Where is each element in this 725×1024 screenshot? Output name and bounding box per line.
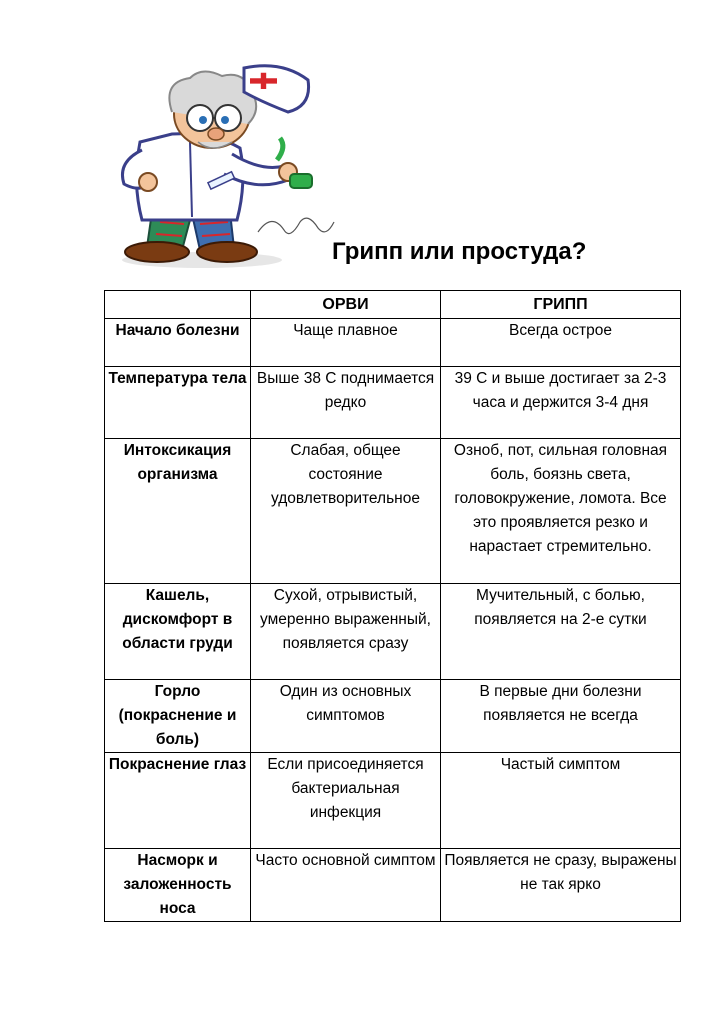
row-label: Интоксикация организма xyxy=(105,439,251,584)
table-row xyxy=(105,319,681,367)
doctor-illustration xyxy=(112,62,344,274)
gripp-cell: Озноб, пот, сильная головная боль, боязнь света, головокружение, ломота. Все это проявляется резко и нарастает стремительно. xyxy=(441,439,681,584)
orvi-cell: Чаще плавное xyxy=(251,319,441,367)
orvi-cell: Выше 38 С поднимается редко xyxy=(251,367,441,439)
orvi-cell: Часто основной симптом xyxy=(251,849,441,922)
table-row xyxy=(105,367,681,439)
orvi-cell: Если присоединяется бактериальная инфекция xyxy=(251,753,441,849)
table-row xyxy=(105,849,681,922)
gripp-cell: Мучительный, с болью, появляется на 2-е сутки xyxy=(441,584,681,680)
row-label: Горло (покраснение и боль) xyxy=(105,680,251,753)
row-label: Начало болезни xyxy=(105,319,251,367)
gripp-cell: Появляется не сразу, выражены не так ярко xyxy=(441,849,681,922)
table-row xyxy=(105,680,681,753)
header-empty xyxy=(105,291,251,319)
header-orvi: ОРВИ xyxy=(251,291,441,319)
gripp-cell: 39 С и выше достигает за 2-3 часа и держится 3-4 дня xyxy=(441,367,681,439)
table-row xyxy=(105,753,681,849)
table-row xyxy=(105,439,681,584)
table-row xyxy=(105,584,681,680)
orvi-cell: Один из основных симптомов xyxy=(251,680,441,753)
table-header-row xyxy=(105,291,681,319)
orvi-cell: Слабая, общее состояние удовлетворительное xyxy=(251,439,441,584)
row-label: Температура тела xyxy=(105,367,251,439)
row-label: Кашель, дискомфорт в области груди xyxy=(105,584,251,680)
gripp-cell: Частый симптом xyxy=(441,753,681,849)
gripp-cell: Всегда острое xyxy=(441,319,681,367)
gripp-cell: В первые дни болезни появляется не всегда xyxy=(441,680,681,753)
comparison-table xyxy=(104,290,681,922)
page-title: Грипп или простуда? xyxy=(332,238,587,265)
header-gripp: ГРИПП xyxy=(441,291,681,319)
row-label: Насморк и заложенность носа xyxy=(105,849,251,922)
orvi-cell: Сухой, отрывистый, умеренно выраженный, появляется сразу xyxy=(251,584,441,680)
row-label: Покраснение глаз xyxy=(105,753,251,849)
